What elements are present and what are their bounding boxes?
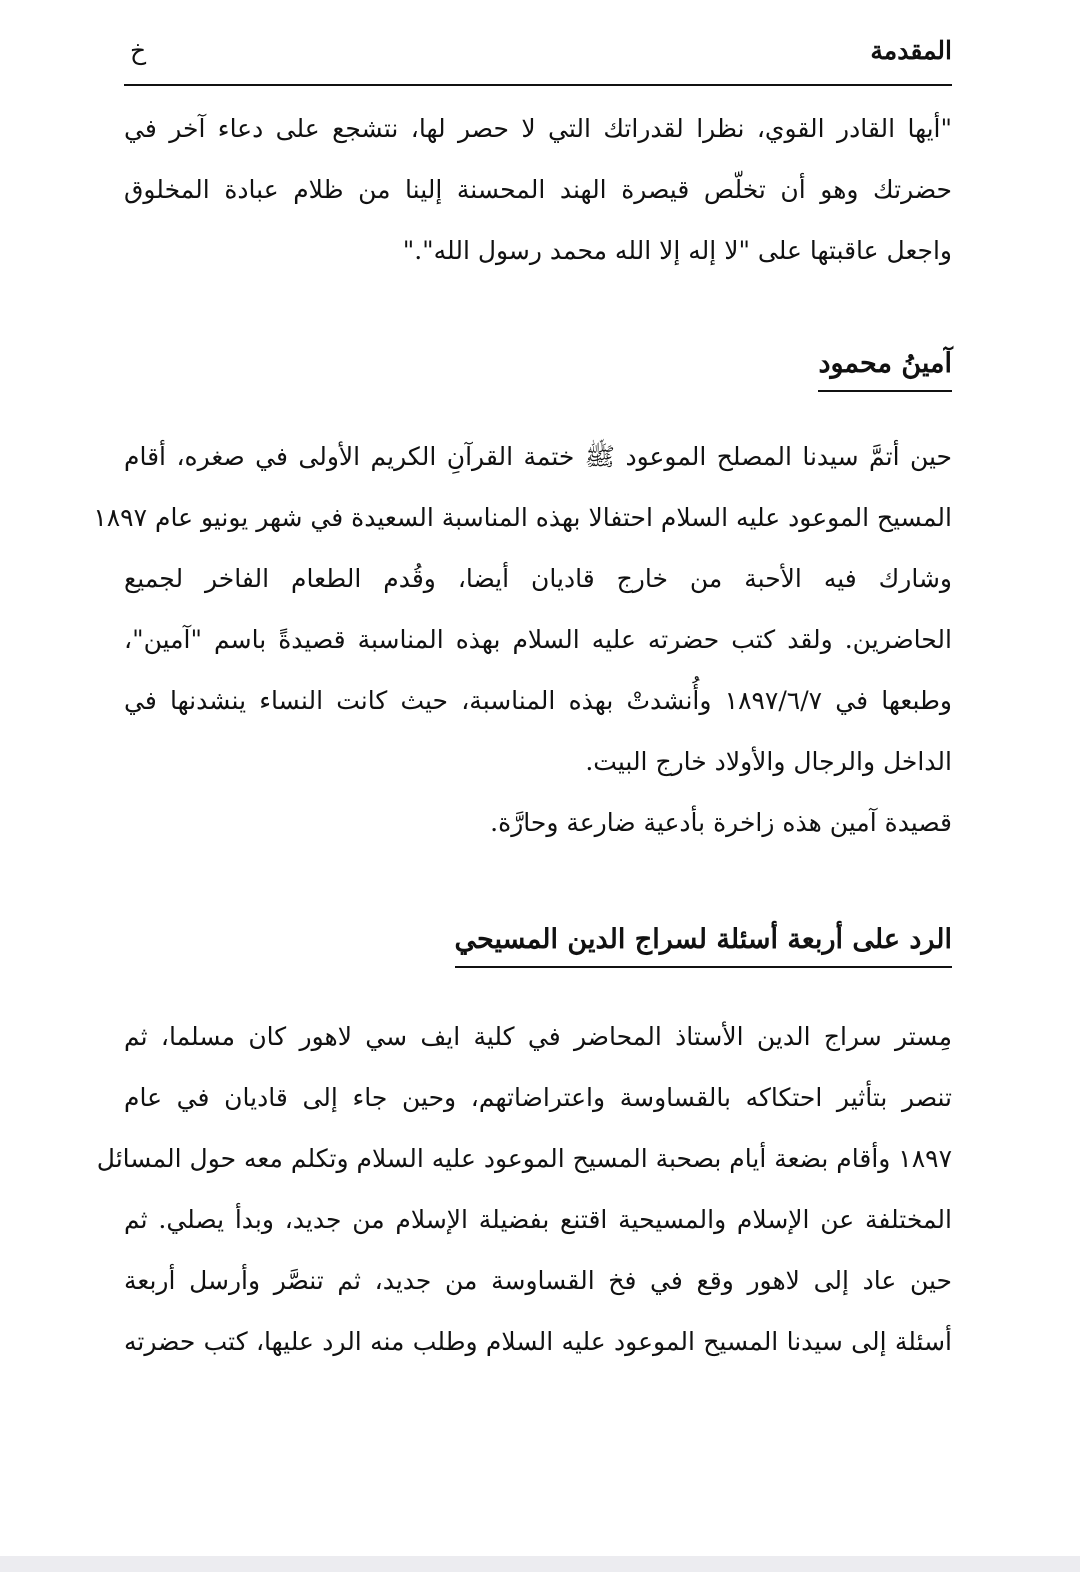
header-rule <box>124 84 952 86</box>
viewer-bottom-edge <box>0 1556 1080 1572</box>
text-line: مِستر سراج الدين الأستاذ المحاضر في كلية ايف سي لاهور كان مسلما، ثم <box>124 1022 952 1051</box>
text-line: واجعل عاقبتها على "لا إله إلا الله محمد رسول الله"." <box>402 236 952 265</box>
text-line: ١٨٩٧ وأقام بضعة أيام بصحبة المسيح الموعود عليه السلام وتكلم معه حول المسائل <box>96 1144 952 1173</box>
prayer-paragraph <box>124 98 952 281</box>
text-line: الداخل والرجال والأولاد خارج البيت. <box>585 747 952 776</box>
text-line: أسئلة إلى سيدنا المسيح الموعود عليه السلام وطلب منه الرد عليها، كتب حضرته <box>124 1327 952 1356</box>
amin-paragraph <box>93 426 952 792</box>
text-line: وشارك فيه الأحبة من خارج قاديان أيضا، وقُدم الطعام الفاخر لجميع <box>124 564 952 593</box>
text-line: قصيدة آمين هذه زاخرة بأدعية ضارعة وحارَّة. <box>490 808 952 837</box>
text-line: المختلفة عن الإسلام والمسيحية اقتنع بفضيلة الإسلام من جديد، وبدأ يصلي. ثم <box>124 1205 952 1234</box>
four-questions-paragraph <box>96 1006 952 1372</box>
text-line: الحاضرين. ولقد كتب حضرته عليه السلام بهذه المناسبة قصيدةً باسم "آمين"، <box>124 625 952 654</box>
amin-closing-line <box>124 792 952 853</box>
section-heading-amin-mahmud: آمينُ محمود <box>818 344 952 392</box>
text-line: حين عاد إلى لاهور وقع في فخ القساوسة من جديد، ثم تنصَّر وأرسل أربعة <box>124 1266 952 1295</box>
running-header <box>124 30 952 80</box>
page-number: خ <box>130 36 147 65</box>
text-line: حضرتك وهو أن تخلّص قيصرة الهند المحسنة إلينا من ظلام عبادة المخلوق <box>124 175 952 204</box>
text-line: "أيها القادر القوي، نظرا لقدراتك التي لا حصر لها، نتشجع على دعاء آخر في <box>124 114 952 143</box>
text-line: تنصر بتأثير احتكاكه بالقساوسة واعتراضاتهم، وحين جاء إلى قاديان في عام <box>124 1083 952 1112</box>
section-heading-four-questions: الرد على أربعة أسئلة لسراج الدين المسيحي <box>455 920 952 968</box>
text-line: حين أتمَّ سيدنا المصلح الموعود ﷺ ختمة القرآنِ الكريم الأولى في صغره، أقام <box>124 442 952 471</box>
chapter-title: المقدمة <box>870 36 952 65</box>
text-line: المسيح الموعود عليه السلام احتفالا بهذه المناسبة السعيدة في شهر يونيو عام ١٨٩٧ <box>93 503 952 532</box>
text-line: وطبعها في ١٨٩٧/٦/٧ وأُنشدتْ بهذه المناسبة، حيث كانت النساء ينشدنها في <box>124 686 952 715</box>
